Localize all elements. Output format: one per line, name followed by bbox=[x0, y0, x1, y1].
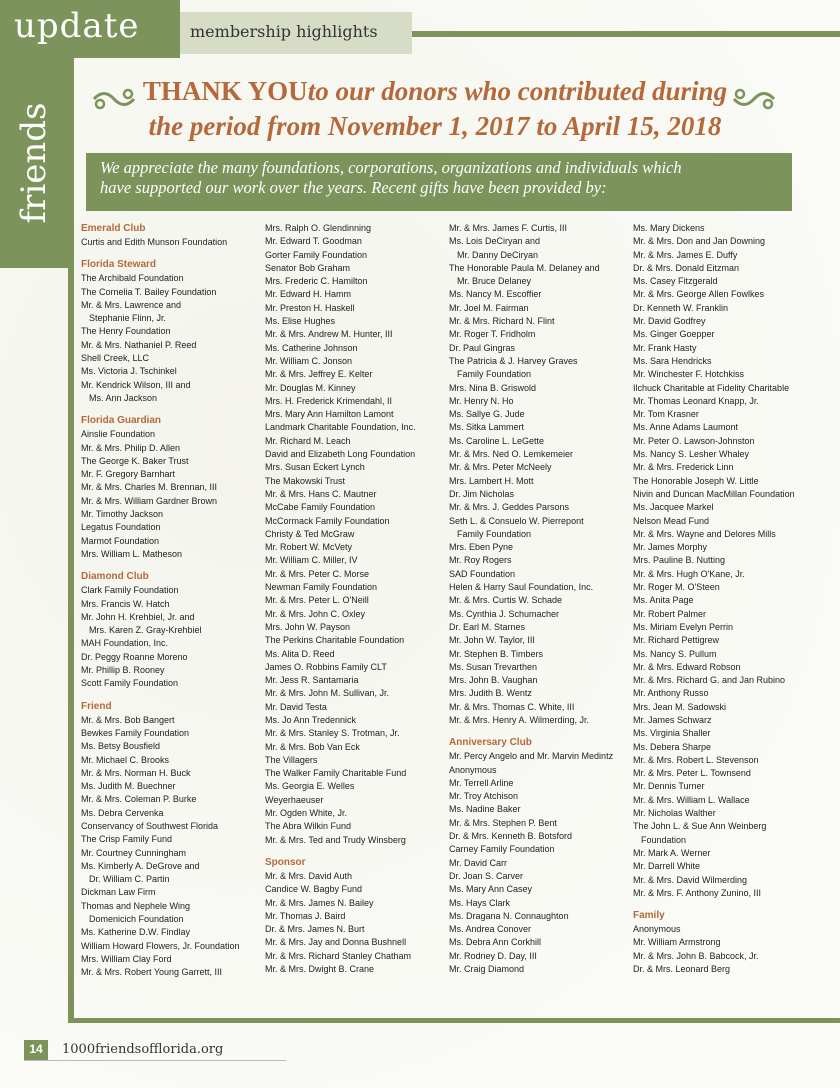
donor-entry: Ms. Sara Hendricks bbox=[633, 355, 712, 366]
donor-entry: Ms. Catherine Johnson bbox=[265, 342, 358, 353]
donor-entry: Mrs. Ralph O. Glendinning bbox=[265, 223, 372, 233]
donor-entry: The John L. & Sue Ann Weinberg bbox=[633, 821, 767, 832]
donor-entry: Dr. & Mrs. Kenneth B. Botsford bbox=[449, 831, 573, 842]
donor-entry: Ms. Cynthia J. Schumacher bbox=[449, 608, 560, 619]
donor-entry: Mrs. John W. Payson bbox=[265, 621, 351, 632]
donor-entry: Mr. Dennis Turner bbox=[633, 781, 705, 792]
donor-entry: The Abra Wilkin Fund bbox=[265, 821, 352, 832]
headline-line-2: the period from November 1, 2017 to April 15, 2018 bbox=[148, 111, 722, 141]
donor-entry: Mr. & Mrs. Frederick Linn bbox=[633, 462, 734, 473]
donor-entry: Mrs. John B. Vaughan bbox=[449, 675, 538, 686]
donor-entry: Mr. & Mrs. Curtis W. Schade bbox=[449, 595, 563, 606]
donor-entry: Mr. Stephen B. Timbers bbox=[449, 648, 544, 659]
donor-entry: Mr. & Mrs. William L. Wallace bbox=[633, 794, 750, 805]
donor-entry: Mr. Peter O. Lawson-Johnston bbox=[633, 435, 755, 446]
donor-entry: Mrs. Susan Eckert Lynch bbox=[265, 462, 365, 473]
donor-entry: Mrs. Mary Ann Hamilton Lamont bbox=[265, 409, 394, 420]
donor-section-heading: Family bbox=[633, 910, 665, 922]
donor-entry: Mr. Preston H. Haskell bbox=[265, 302, 355, 313]
donor-entry: Candice W. Bagby Fund bbox=[265, 884, 363, 895]
donor-entry: Ms. Caroline L. LeGette bbox=[449, 435, 545, 446]
donor-entry: Dr. & Mrs. Leonard Berg bbox=[633, 964, 731, 975]
intro-line-2: have supported our work over the years. Recent gifts have been provided by: bbox=[100, 178, 607, 197]
donor-entry: Mr. & Mrs. Richard N. Flint bbox=[449, 316, 555, 327]
donor-entry: Ms. Susan Trevarthen bbox=[449, 661, 538, 672]
donor-entry: Ms. Debra Cervenka bbox=[81, 807, 164, 818]
donor-section bbox=[633, 909, 815, 976]
donor-entry: Seth L. & Consuelo W. Pierrepont bbox=[449, 515, 584, 526]
donor-entry: Mr. Thomas Leonard Knapp, Jr. bbox=[633, 395, 759, 406]
friends-title: friends bbox=[14, 102, 54, 224]
donor-entry: Mr. & Mrs. Edward Robson bbox=[633, 661, 741, 672]
donor-entry: William Howard Flowers, Jr. Foundation bbox=[81, 940, 240, 951]
donor-entry: The Honorable Paula M. Delaney and bbox=[449, 262, 600, 273]
update-title: update bbox=[14, 6, 140, 46]
donor-entry: Mr. & Mrs. Nathaniel P. Reed bbox=[81, 339, 197, 350]
donor-entry: Mr. & Mrs. Ned O. Lemkemeier bbox=[449, 449, 574, 460]
donor-entry: Dr. Earl M. Starnes bbox=[449, 621, 526, 632]
donor-entry: Mr. & Mrs. David Auth bbox=[265, 870, 353, 881]
donor-entry: Family Foundation bbox=[457, 528, 532, 539]
donor-entry: Mr. Anthony Russo bbox=[633, 688, 709, 699]
donor-entry: Mr. & Mrs. Stephen P. Bent bbox=[449, 817, 557, 828]
donor-entry: Mr. Robert W. McVety bbox=[265, 542, 353, 553]
donor-column-1 bbox=[81, 222, 263, 980]
donor-section-heading: Florida Guardian bbox=[81, 415, 162, 427]
donor-entry: Ms. Anne Adams Laumont bbox=[633, 422, 739, 433]
donor-entry: McCormack Family Foundation bbox=[265, 515, 390, 526]
bottom-rule bbox=[68, 1018, 840, 1023]
donor-entry: Mr. & Mrs. Henry A. Wilmerding, Jr. bbox=[449, 714, 590, 725]
donor-entry: Mr. & Mrs. Peter L. O'Neill bbox=[265, 595, 369, 606]
donor-entry: Ms. Georgia E. Welles bbox=[265, 781, 355, 792]
donor-column-4 bbox=[633, 222, 815, 976]
donor-entry: Mr. Timothy Jackson bbox=[81, 509, 164, 520]
donor-entry: Ms. Debera Sharpe bbox=[633, 741, 712, 752]
donor-entry: Ms. Hays Clark bbox=[449, 897, 511, 908]
donor-entry: The Honorable Joseph W. Little bbox=[633, 475, 759, 486]
donor-entry: Mr. & Mrs. Thomas C. White, III bbox=[449, 701, 575, 712]
donor-entry: Mr. Joel M. Fairman bbox=[449, 302, 529, 313]
donor-entry: Mr. David Godfrey bbox=[633, 316, 706, 327]
donor-section bbox=[81, 414, 263, 561]
donor-entry: Mr. & Mrs. Peter C. Morse bbox=[265, 568, 370, 579]
donor-entry: Mr. Phillip B. Rooney bbox=[81, 665, 165, 676]
donor-entry: Mr. & Mrs. Ted and Trudy Winsberg bbox=[265, 834, 406, 845]
donor-entry: Nelson Mead Fund bbox=[633, 515, 710, 526]
donor-section bbox=[81, 258, 263, 405]
donor-section-heading: Anniversary Club bbox=[449, 737, 532, 749]
donor-entry: Mr. Percy Angelo and Mr. Marvin Medintz bbox=[449, 751, 614, 762]
donor-entry: Anonymous bbox=[633, 924, 681, 935]
donor-entry: Ms. Casey Fitzgerald bbox=[633, 276, 718, 287]
section-tab-label: membership highlights bbox=[190, 22, 378, 41]
donor-entry: Mr. Troy Atchison bbox=[449, 791, 519, 802]
donor-entry: Mr. Roy Rogers bbox=[449, 555, 512, 566]
donor-entry: Legatus Foundation bbox=[81, 522, 161, 533]
donor-entry: Mr. William C. Jonson bbox=[265, 355, 353, 366]
donor-entry: Dr. Paul Gingras bbox=[449, 342, 516, 353]
donor-entry: Mrs. Jean M. Sadowski bbox=[633, 701, 727, 712]
donor-entry: Mrs. H. Frederick Krimendahl, II bbox=[265, 395, 393, 406]
footer-url[interactable]: 1000friendsofflorida.org bbox=[62, 1042, 224, 1057]
donor-entry: The Archibald Foundation bbox=[81, 273, 184, 284]
donor-entry: Mrs. Frederic C. Hamilton bbox=[265, 276, 368, 287]
donor-entry: Conservancy of Southwest Florida bbox=[81, 820, 219, 831]
donor-entry: Mrs. William L. Matheson bbox=[81, 548, 183, 559]
donor-entry: Ms. Victoria J. Tschinkel bbox=[81, 366, 177, 377]
headline-line-1 bbox=[130, 74, 740, 109]
donor-entry: Mr. & Mrs. Jeffrey E. Kelter bbox=[265, 369, 373, 380]
donor-entry: Mr. & Mrs. Robert Young Garrett, III bbox=[81, 967, 223, 978]
donor-entry: Mr. & Mrs. James F. Curtis, III bbox=[449, 223, 568, 233]
donor-entry: Mr. David Carr bbox=[449, 857, 508, 868]
donor-entry: Newman Family Foundation bbox=[265, 582, 378, 593]
donor-entry: Mr. & Mrs. Robert L. Stevenson bbox=[633, 754, 759, 765]
donor-entry: Christy & Ted McGraw bbox=[265, 528, 355, 539]
donor-entry: Ms. Miriam Evelyn Perrin bbox=[633, 621, 734, 632]
donor-entry: Domenicich Foundation bbox=[89, 914, 184, 925]
donor-section-heading: Florida Steward bbox=[81, 259, 157, 271]
donor-entry: Mr. Winchester F. Hotchkiss bbox=[633, 369, 745, 380]
donor-entry: Mr. & Mrs. Lawrence and bbox=[81, 299, 182, 310]
top-rule bbox=[412, 31, 840, 37]
donor-entry: Mr. Frank Hasty bbox=[633, 342, 697, 353]
donor-entry: Dr. Jim Nicholas bbox=[449, 488, 515, 499]
donor-section bbox=[633, 222, 815, 900]
donor-entry: Ms. Anita Page bbox=[633, 595, 694, 606]
donor-entry: Dr. William C. Partin bbox=[89, 874, 170, 885]
donor-entry: James O. Robbins Family CLT bbox=[265, 661, 387, 672]
donor-entry: Mr. & Mrs. Dwight B. Crane bbox=[265, 964, 375, 975]
donor-entry: Mr. Craig Diamond bbox=[449, 964, 525, 975]
donor-entry: Mr. Ogden White, Jr. bbox=[265, 808, 348, 819]
donor-entry: Senator Bob Graham bbox=[265, 262, 351, 273]
donor-entry: Ms. Elise Hughes bbox=[265, 316, 336, 327]
donor-section bbox=[81, 570, 263, 690]
donor-entry: Mr. & Mrs. John C. Oxley bbox=[265, 608, 366, 619]
donor-entry: Mr. & Mrs. Hugh O'Kane, Jr. bbox=[633, 568, 745, 579]
intro-line-1: We appreciate the many foundations, corporations, organizations and individuals which bbox=[100, 158, 682, 177]
donor-entry: Mr. David Testa bbox=[265, 701, 327, 712]
donor-entry: Nivin and Duncan MacMillan Foundation bbox=[633, 488, 795, 499]
donor-entry: Ms. Alita D. Reed bbox=[265, 648, 335, 659]
donor-entry: Mr. Richard M. Leach bbox=[265, 435, 351, 446]
donor-entry: David and Elizabeth Long Foundation bbox=[265, 449, 416, 460]
page-number: 14 bbox=[29, 1042, 43, 1056]
donor-entry: Ms. Nancy M. Escoffier bbox=[449, 289, 542, 300]
donor-entry: The George K. Baker Trust bbox=[81, 455, 189, 466]
donor-entry: Mr. Kendrick Wilson, III and bbox=[81, 379, 191, 390]
donor-entry: Mr. Tom Krasner bbox=[633, 409, 699, 420]
donor-entry: Dr. & Mrs. Donald Eitzman bbox=[633, 262, 740, 273]
donor-entry: Mr. Courtney Cunningham bbox=[81, 847, 187, 858]
donor-section bbox=[265, 856, 447, 976]
donor-entry: Ms. Judith M. Buechner bbox=[81, 781, 176, 792]
donor-entry: Stephanie Flinn, Jr. bbox=[89, 313, 167, 324]
donor-entry: Mr. Rodney D. Day, III bbox=[449, 950, 537, 961]
donor-entry: Mr. & Mrs. Philip D. Allen bbox=[81, 442, 181, 453]
donor-entry: Mr. Edward T. Goodman bbox=[265, 236, 362, 247]
donor-entry: Helen & Harry Saul Foundation, Inc. bbox=[449, 582, 594, 593]
donor-entry: Mr. James Morphy bbox=[633, 542, 708, 553]
donor-section bbox=[449, 736, 631, 976]
headline bbox=[130, 74, 740, 144]
donor-entry: Mr. & Mrs. Don and Jan Downing bbox=[633, 236, 766, 247]
donor-entry: Mrs. Francis W. Hatch bbox=[81, 598, 170, 609]
donor-entry: Bewkes Family Foundation bbox=[81, 727, 190, 738]
donor-entry: The Patricia & J. Harvey Graves bbox=[449, 355, 578, 366]
donor-entry: Mr. & Mrs. James N. Bailey bbox=[265, 897, 374, 908]
donor-entry: Mr. Michael C. Brooks bbox=[81, 754, 170, 765]
donor-entry: Anonymous bbox=[449, 764, 497, 775]
donor-entry: Ms. Mary Dickens bbox=[633, 223, 705, 233]
donor-entry: Mr. & Mrs. Charles M. Brennan, III bbox=[81, 482, 218, 493]
donor-entry: Ms. Lois DeCiryan and bbox=[449, 236, 541, 247]
donor-entry: Mr. Henry N. Ho bbox=[449, 395, 514, 406]
donor-entry: Mr. & Mrs. Richard Stanley Chatham bbox=[265, 950, 412, 961]
donor-entry: Gorter Family Foundation bbox=[265, 249, 368, 260]
donor-entry: Mr. & Mrs. Hans C. Mautner bbox=[265, 488, 377, 499]
donor-entry: Landmark Charitable Foundation, Inc. bbox=[265, 422, 416, 433]
donor-entry: Mr. & Mrs. William Gardner Brown bbox=[81, 495, 218, 506]
donor-entry: Ainslie Foundation bbox=[81, 429, 156, 440]
donor-entry: Mrs. Karen Z. Gray-Krehbiel bbox=[89, 625, 202, 636]
donor-entry: Curtis and Edith Munson Foundation bbox=[81, 237, 228, 247]
donor-entry: Ms. Betsy Bousfield bbox=[81, 741, 161, 752]
donor-section bbox=[265, 222, 447, 847]
donor-entry: Mr. & Mrs. F. Anthony Zunino, III bbox=[633, 887, 762, 898]
donor-section-heading: Emerald Club bbox=[81, 223, 146, 234]
donor-entry: Mr. & Mrs. Peter L. Townsend bbox=[633, 768, 751, 779]
donor-section bbox=[449, 222, 631, 727]
donor-entry: The Crisp Family Fund bbox=[81, 834, 173, 845]
donor-entry: Mr. Danny DeCiryan bbox=[457, 249, 539, 260]
donor-entry: Mr. Roger M. O'Steen bbox=[633, 582, 720, 593]
donor-entry: The Perkins Charitable Foundation bbox=[265, 635, 405, 646]
donor-entry: Mr. & Mrs. David Wilmerding bbox=[633, 874, 748, 885]
donor-entry: Mr. & Mrs. Stanley S. Trotman, Jr. bbox=[265, 728, 400, 739]
donor-entry: Ms. Katherine D.W. Findlay bbox=[81, 927, 191, 938]
donor-entry: The Villagers bbox=[265, 754, 318, 765]
donor-column-2 bbox=[265, 222, 447, 976]
donor-entry: MAH Foundation, Inc. bbox=[81, 638, 169, 649]
donor-entry: Thomas and Nephele Wing bbox=[81, 900, 191, 911]
donor-entry: Mr. & Mrs. James E. Duffy bbox=[633, 249, 738, 260]
donor-section-heading: Friend bbox=[81, 700, 112, 712]
donor-section-heading: Diamond Club bbox=[81, 571, 149, 583]
footer-rule bbox=[24, 1060, 286, 1061]
donor-entry: Ms. Andrea Conover bbox=[449, 924, 532, 935]
donor-entry: Mr. & Mrs. John M. Sullivan, Jr. bbox=[265, 688, 390, 699]
donor-entry: Mr. Jess R. Santamaria bbox=[265, 675, 359, 686]
donor-entry: Weyerhaeuser bbox=[265, 794, 324, 805]
donor-entry: Dickman Law Firm bbox=[81, 887, 156, 898]
donor-entry: Mr. James Schwarz bbox=[633, 714, 712, 725]
donor-entry: Mrs. William Clay Ford bbox=[81, 953, 172, 964]
donor-entry: Foundation bbox=[641, 834, 687, 845]
donor-entry: Mrs. Pauline B. Nutting bbox=[633, 555, 726, 566]
donor-entry: Mr. & Mrs. J. Geddes Parsons bbox=[449, 502, 570, 513]
donor-entry: Mr. Thomas J. Baird bbox=[265, 910, 346, 921]
left-rule bbox=[68, 58, 74, 1023]
donor-entry: Mr. F. Gregory Barnhart bbox=[81, 469, 176, 480]
intro-banner-text bbox=[100, 158, 790, 198]
donor-entry: Mr. Nicholas Walther bbox=[633, 808, 716, 819]
donor-entry: Carney Family Foundation bbox=[449, 844, 555, 855]
donor-entry: Ms. Dragana N. Connaughton bbox=[449, 910, 569, 921]
donor-entry: Ms. Nancy S. Lesher Whaley bbox=[633, 449, 750, 460]
donor-entry: Mr. William Armstrong bbox=[633, 937, 721, 948]
donor-entry: Marmot Foundation bbox=[81, 535, 160, 546]
donor-section-heading: Sponsor bbox=[265, 856, 306, 868]
donor-entry: Ms. Nadine Baker bbox=[449, 804, 521, 815]
donor-entry: Ms. Debra Ann Corkhill bbox=[449, 937, 542, 948]
donor-entry: Clark Family Foundation bbox=[81, 585, 179, 596]
donor-entry: Ms. Mary Ann Casey bbox=[449, 884, 533, 895]
donor-entry: Dr. Peggy Roanne Moreno bbox=[81, 651, 188, 662]
headline-strong: THANK YOU bbox=[142, 76, 308, 106]
donor-entry: Mr. & Mrs. Andrew M. Hunter, III bbox=[265, 329, 393, 340]
donor-entry: Ms. Jacquee Markel bbox=[633, 502, 714, 513]
donor-entry: Dr. & Mrs. James N. Burt bbox=[265, 924, 365, 935]
donor-entry: McCabe Family Foundation bbox=[265, 502, 376, 513]
donor-entry: Mrs. Lambert H. Mott bbox=[449, 475, 534, 486]
donor-entry: Mr. Richard Pettigrew bbox=[633, 635, 720, 646]
donor-entry: Mrs. Judith B. Wentz bbox=[449, 688, 532, 699]
donor-entry: Mr. Edward H. Hamm bbox=[265, 289, 352, 300]
donor-entry: Ms. Virginia Shaller bbox=[633, 728, 711, 739]
donor-entry: Mr. John W. Taylor, III bbox=[449, 635, 535, 646]
donor-entry: Mrs. Nina B. Griswold bbox=[449, 382, 537, 393]
headline-line-1-rest: to our donors who contributed during bbox=[307, 76, 728, 106]
donor-entry: Mr. & Mrs. Norman H. Buck bbox=[81, 767, 191, 778]
donor-entry: Mr. & Mrs. Bob Van Eck bbox=[265, 741, 360, 752]
donor-entry: Mr. & Mrs. Jay and Donna Bushnell bbox=[265, 937, 407, 948]
donor-entry: Mr. Roger T. Fridholm bbox=[449, 329, 536, 340]
donor-entry: Ilchuck Charitable at Fidelity Charitable bbox=[633, 382, 790, 393]
donor-entry: Mr. & Mrs. Richard G. and Jan Rubino bbox=[633, 675, 786, 686]
donor-entry: The Cornelia T. Bailey Foundation bbox=[81, 286, 217, 297]
donor-entry: Mr. Terrell Arline bbox=[449, 777, 514, 788]
donor-entry: Mr. Douglas M. Kinney bbox=[265, 382, 356, 393]
donor-column-3 bbox=[449, 222, 631, 976]
donor-entry: Family Foundation bbox=[457, 369, 532, 380]
donor-entry: Dr. Joan S. Carver bbox=[449, 870, 524, 881]
donor-entry: Mr. Bruce Delaney bbox=[457, 276, 532, 287]
donor-entry: Ms. Ann Jackson bbox=[89, 392, 158, 403]
donor-entry: Mr. & Mrs. Coleman P. Burke bbox=[81, 794, 197, 805]
donor-entry: Mr. John H. Krehbiel, Jr. and bbox=[81, 611, 195, 622]
donor-entry: Mr. Darrell White bbox=[633, 861, 701, 872]
donor-entry: Shell Creek, LLC bbox=[81, 353, 150, 364]
donor-entry: Mr. & Mrs. John B. Babcock, Jr. bbox=[633, 950, 759, 961]
donor-entry: Mr. & Mrs. Wayne and Delores Mills bbox=[633, 528, 776, 539]
donor-entry: Mr. & Mrs. Peter McNeely bbox=[449, 462, 552, 473]
donor-entry: Mr. & Mrs. Bob Bangert bbox=[81, 714, 175, 725]
donor-entry: Scott Family Foundation bbox=[81, 678, 179, 689]
donor-entry: Ms. Sallye G. Jude bbox=[449, 409, 525, 420]
donor-entry: Ms. Nancy S. Pullum bbox=[633, 648, 717, 659]
donor-entry: Mr. Robert Palmer bbox=[633, 608, 707, 619]
donor-entry: The Walker Family Charitable Fund bbox=[265, 768, 407, 779]
donor-entry: The Makowski Trust bbox=[265, 475, 346, 486]
donor-entry: Dr. Kenneth W. Franklin bbox=[633, 302, 729, 313]
donor-entry: Mr. William C. Miller, IV bbox=[265, 555, 358, 566]
donor-entry: Mr. Mark A. Werner bbox=[633, 847, 711, 858]
donor-section bbox=[81, 222, 263, 249]
donor-entry: Ms. Sitka Lammert bbox=[449, 422, 525, 433]
donor-entry: Mr. & Mrs. George Allen Fowlkes bbox=[633, 289, 765, 300]
donor-entry: SAD Foundation bbox=[449, 568, 516, 579]
donor-entry: Ms. Ginger Goepper bbox=[633, 329, 715, 340]
donor-entry: Ms. Kimberly A. DeGrove and bbox=[81, 860, 200, 871]
donor-entry: Mrs. Eben Pyne bbox=[449, 542, 514, 553]
donor-entry: The Henry Foundation bbox=[81, 326, 171, 337]
donor-entry: Ms. Jo Ann Tredennick bbox=[265, 714, 357, 725]
donor-section bbox=[81, 700, 263, 980]
